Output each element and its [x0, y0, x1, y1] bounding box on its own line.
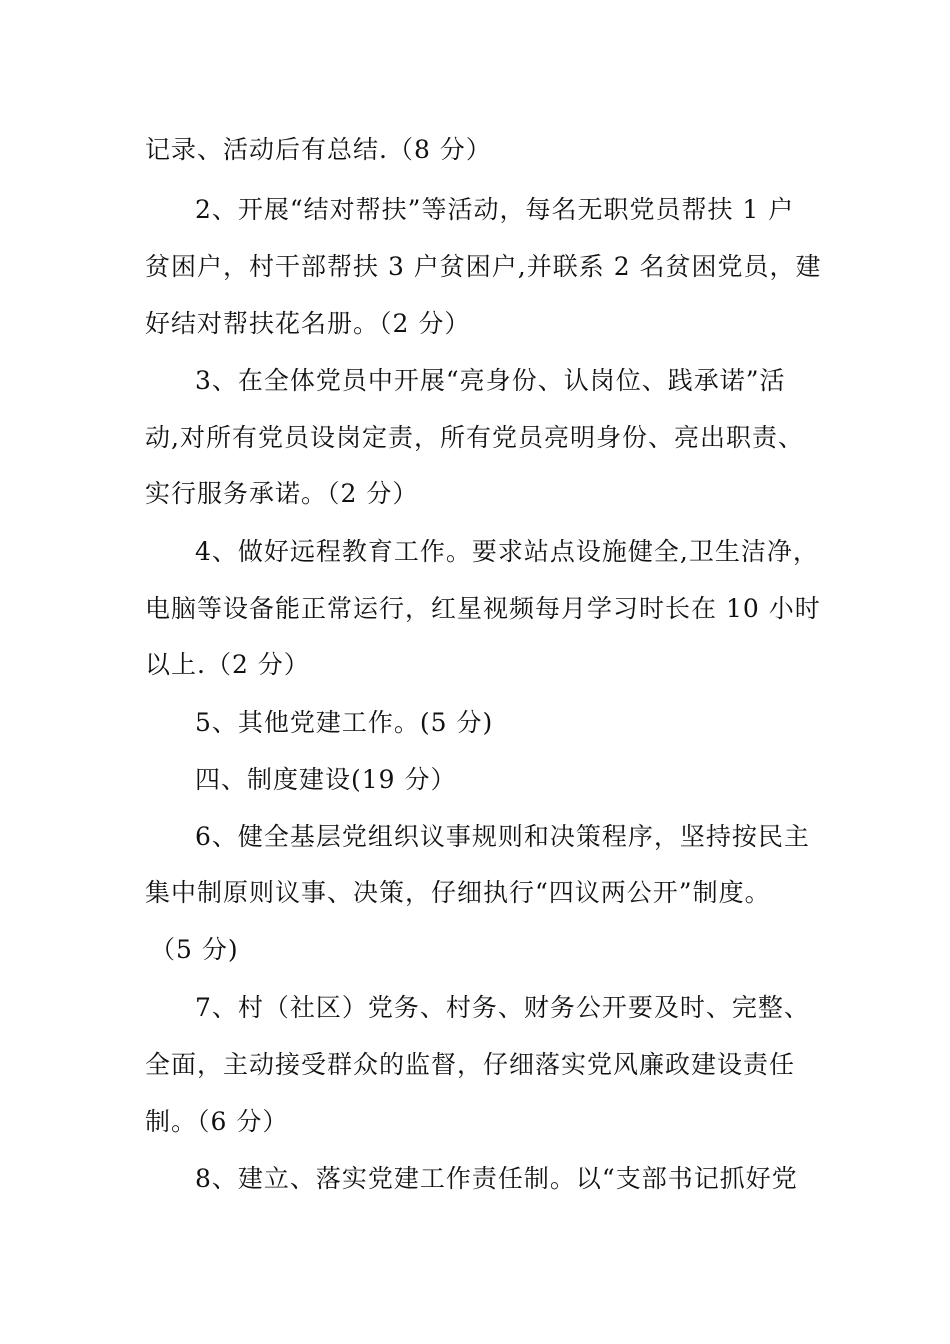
- paragraph-line: 全面，主动接受群众的监督，仔细落实党风廉政建设责任: [145, 1050, 796, 1079]
- paragraph-line: 8、建立、落实党建工作责任制。以“支部书记抓好党: [195, 1164, 798, 1193]
- paragraph-line: 集中制原则议事、决策，仔细执行“四议两公开”制度。: [145, 878, 771, 907]
- paragraph-line: （5 分): [150, 935, 239, 964]
- paragraph-line: 记录、活动后有总结.（8 分）: [145, 135, 492, 164]
- paragraph-line: 6、健全基层党组织议事规则和决策程序，坚持按民主: [195, 822, 810, 851]
- section-heading: 四、制度建设(19 分）: [195, 765, 457, 794]
- paragraph-line: 2、开展“结对帮扶”等活动，每名无职党员帮扶 1 户: [195, 195, 795, 224]
- paragraph-line: 好结对帮扶花名册。（2 分）: [145, 309, 471, 338]
- paragraph-line: 7、村（社区）党务、村务、财务公开要及时、完整、: [195, 993, 810, 1022]
- paragraph-line: 以上.（2 分）: [145, 650, 310, 679]
- paragraph-line: 制。（6 分）: [145, 1107, 289, 1136]
- paragraph-line: 5、其他党建工作。(5 分): [195, 708, 494, 737]
- paragraph-line: 实行服务承诺。（2 分）: [145, 479, 419, 508]
- paragraph-line: 4、做好远程教育工作。要求站点设施健全,卫生洁净，: [195, 537, 819, 566]
- paragraph-line: 电脑等设备能正常运行，红星视频每月学习时长在 10 小时: [145, 594, 821, 623]
- paragraph-line: 3、在全体党员中开展“亮身份、认岗位、践承诺”活: [195, 366, 786, 395]
- paragraph-line: 贫困户，村干部帮扶 3 户贫困户,并联系 2 名贫困党员，建: [145, 252, 822, 281]
- paragraph-line: 动,对所有党员设岗定责，所有党员亮明身份、亮出职责、: [145, 423, 804, 452]
